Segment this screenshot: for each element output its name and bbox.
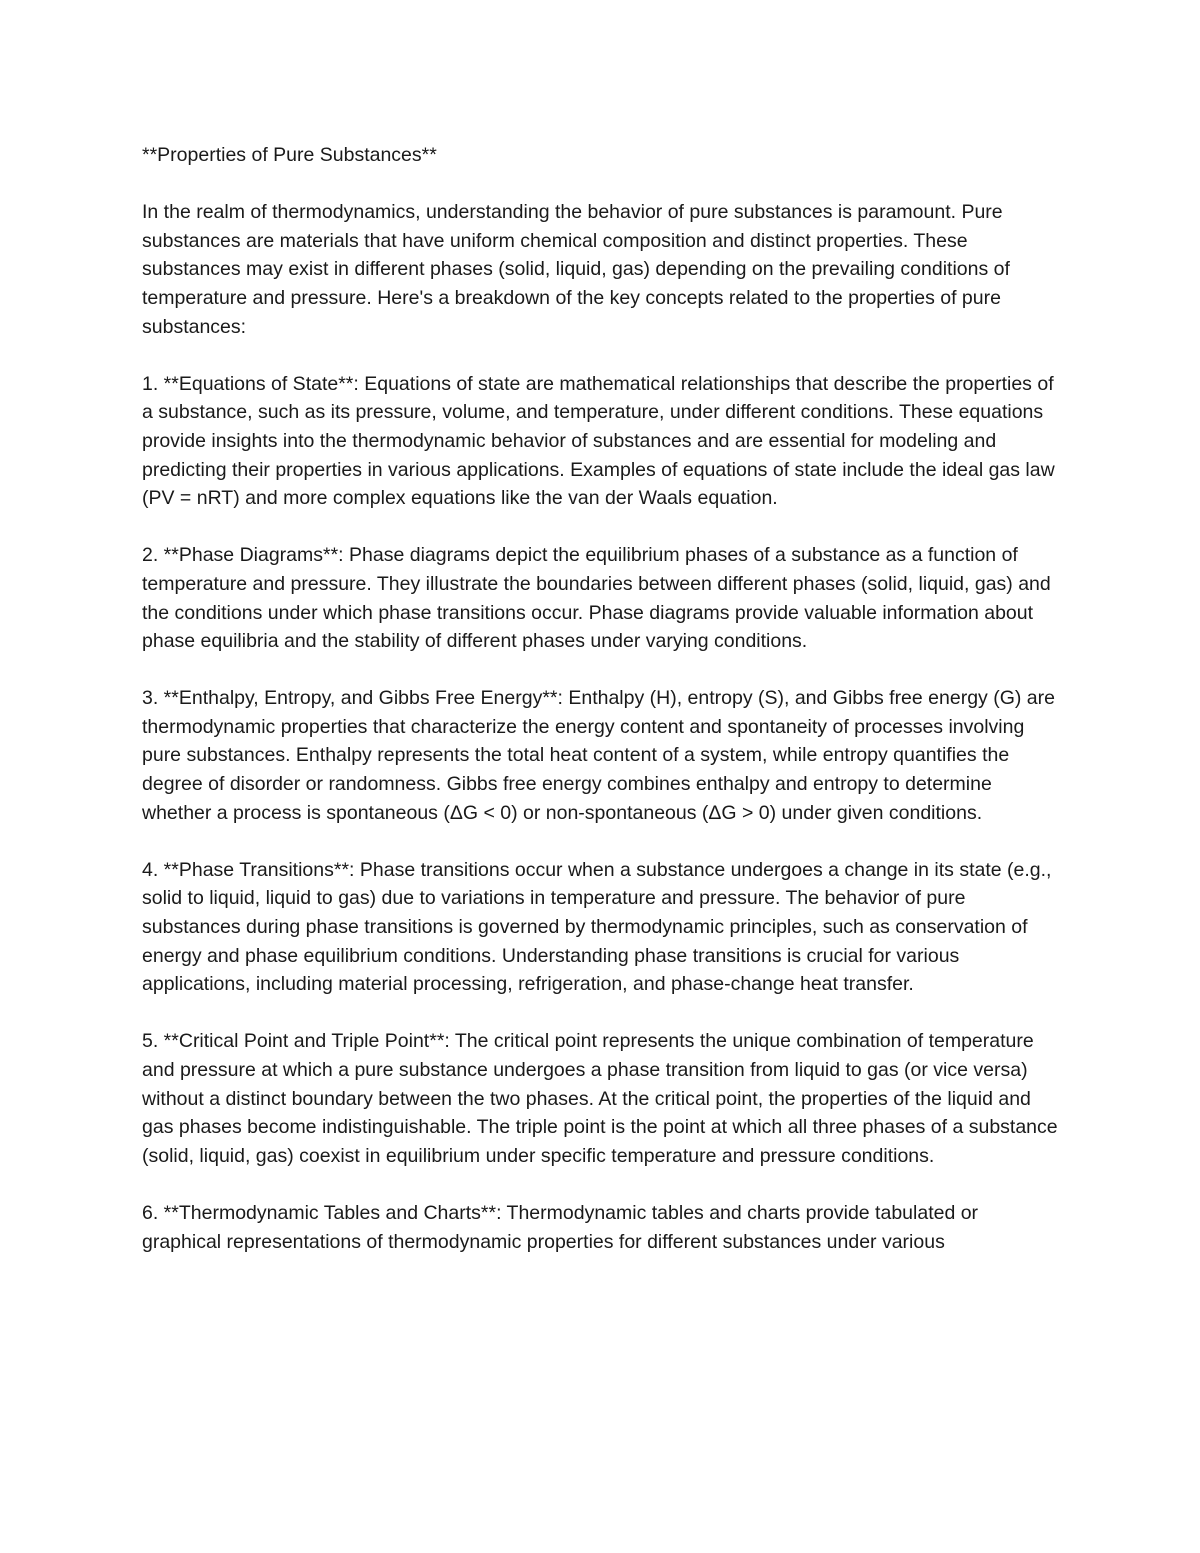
section-enthalpy-entropy-gibbs: 3. **Enthalpy, Entropy, and Gibbs Free Energy**: Enthalpy (H), entropy (S), and Gibbs free energy (G) are thermodynamic properties that characterize the energy content and spontaneity of processes involving pure substances. Enthalpy represents the total heat content of a system, while entropy quantifies the degree of disorder or randomness. Gibbs free energy combines enthalpy and entropy to determine whether a process is spontaneous (ΔG < 0) or non-spontaneous (ΔG > 0) under given conditions. [142,687,1055,824]
document-body [142,141,1058,1285]
section-critical-triple-point: 5. **Critical Point and Triple Point**: The critical point represents the unique combination of temperature and pressure at which a pure substance undergoes a phase transition from liquid to gas (or vice versa) without a distinct boundary between the two phases. At the critical point, the properties of the liquid and gas phases become indistinguishable. The triple point is the point at which all three phases of a substance (solid, liquid, gas) coexist in equilibrium under specific temperature and pressure conditions. [142,1030,1058,1167]
section-phase-diagrams: 2. **Phase Diagrams**: Phase diagrams depict the equilibrium phases of a substance as a function of temperature and pressure. They illustrate the boundaries between different phases (solid, liquid, gas) and the conditions under which phase transitions occur. Phase diagrams provide valuable information about phase equilibria and the stability of different phases under varying conditions. [142,544,1051,653]
section-phase-transitions: 4. **Phase Transitions**: Phase transitions occur when a substance undergoes a change in its state (e.g., solid to liquid, liquid to gas) due to variations in temperature and pressure. The behavior of pure substances during phase transitions is governed by thermodynamic principles, such as conservation of energy and phase equilibrium conditions. Understanding phase transitions is crucial for various applications, including material processing, refrigeration, and phase-change heat transfer. [142,858,1052,996]
intro-paragraph: In the realm of thermodynamics, understanding the behavior of pure substances is paramount. Pure substances are materials that have uniform chemical composition and distinct properties. These substances may exist in different phases (solid, liquid, gas) depending on the prevailing conditions of temperature and pressure. Here's a breakdown of the key concepts related to the properties of pure substances: [142,201,1010,338]
section-thermodynamic-tables: 6. **Thermodynamic Tables and Charts**: Thermodynamic tables and charts provide tabulated or graphical representations of thermodynamic properties for different substances under various [142,1201,979,1253]
section-equations-of-state: 1. **Equations of State**: Equations of state are mathematical relationships that describe the properties of a substance, such as its pressure, volume, and temperature, under different conditions. These equations provide insights into the thermodynamic behavior of substances and are essential for modeling and predicting their properties in various applications. Examples of equations of state include the ideal gas law (PV = nRT) and more complex equations like the van der Waals equation. [142,372,1055,510]
document-title: **Properties of Pure Substances** [142,144,437,166]
